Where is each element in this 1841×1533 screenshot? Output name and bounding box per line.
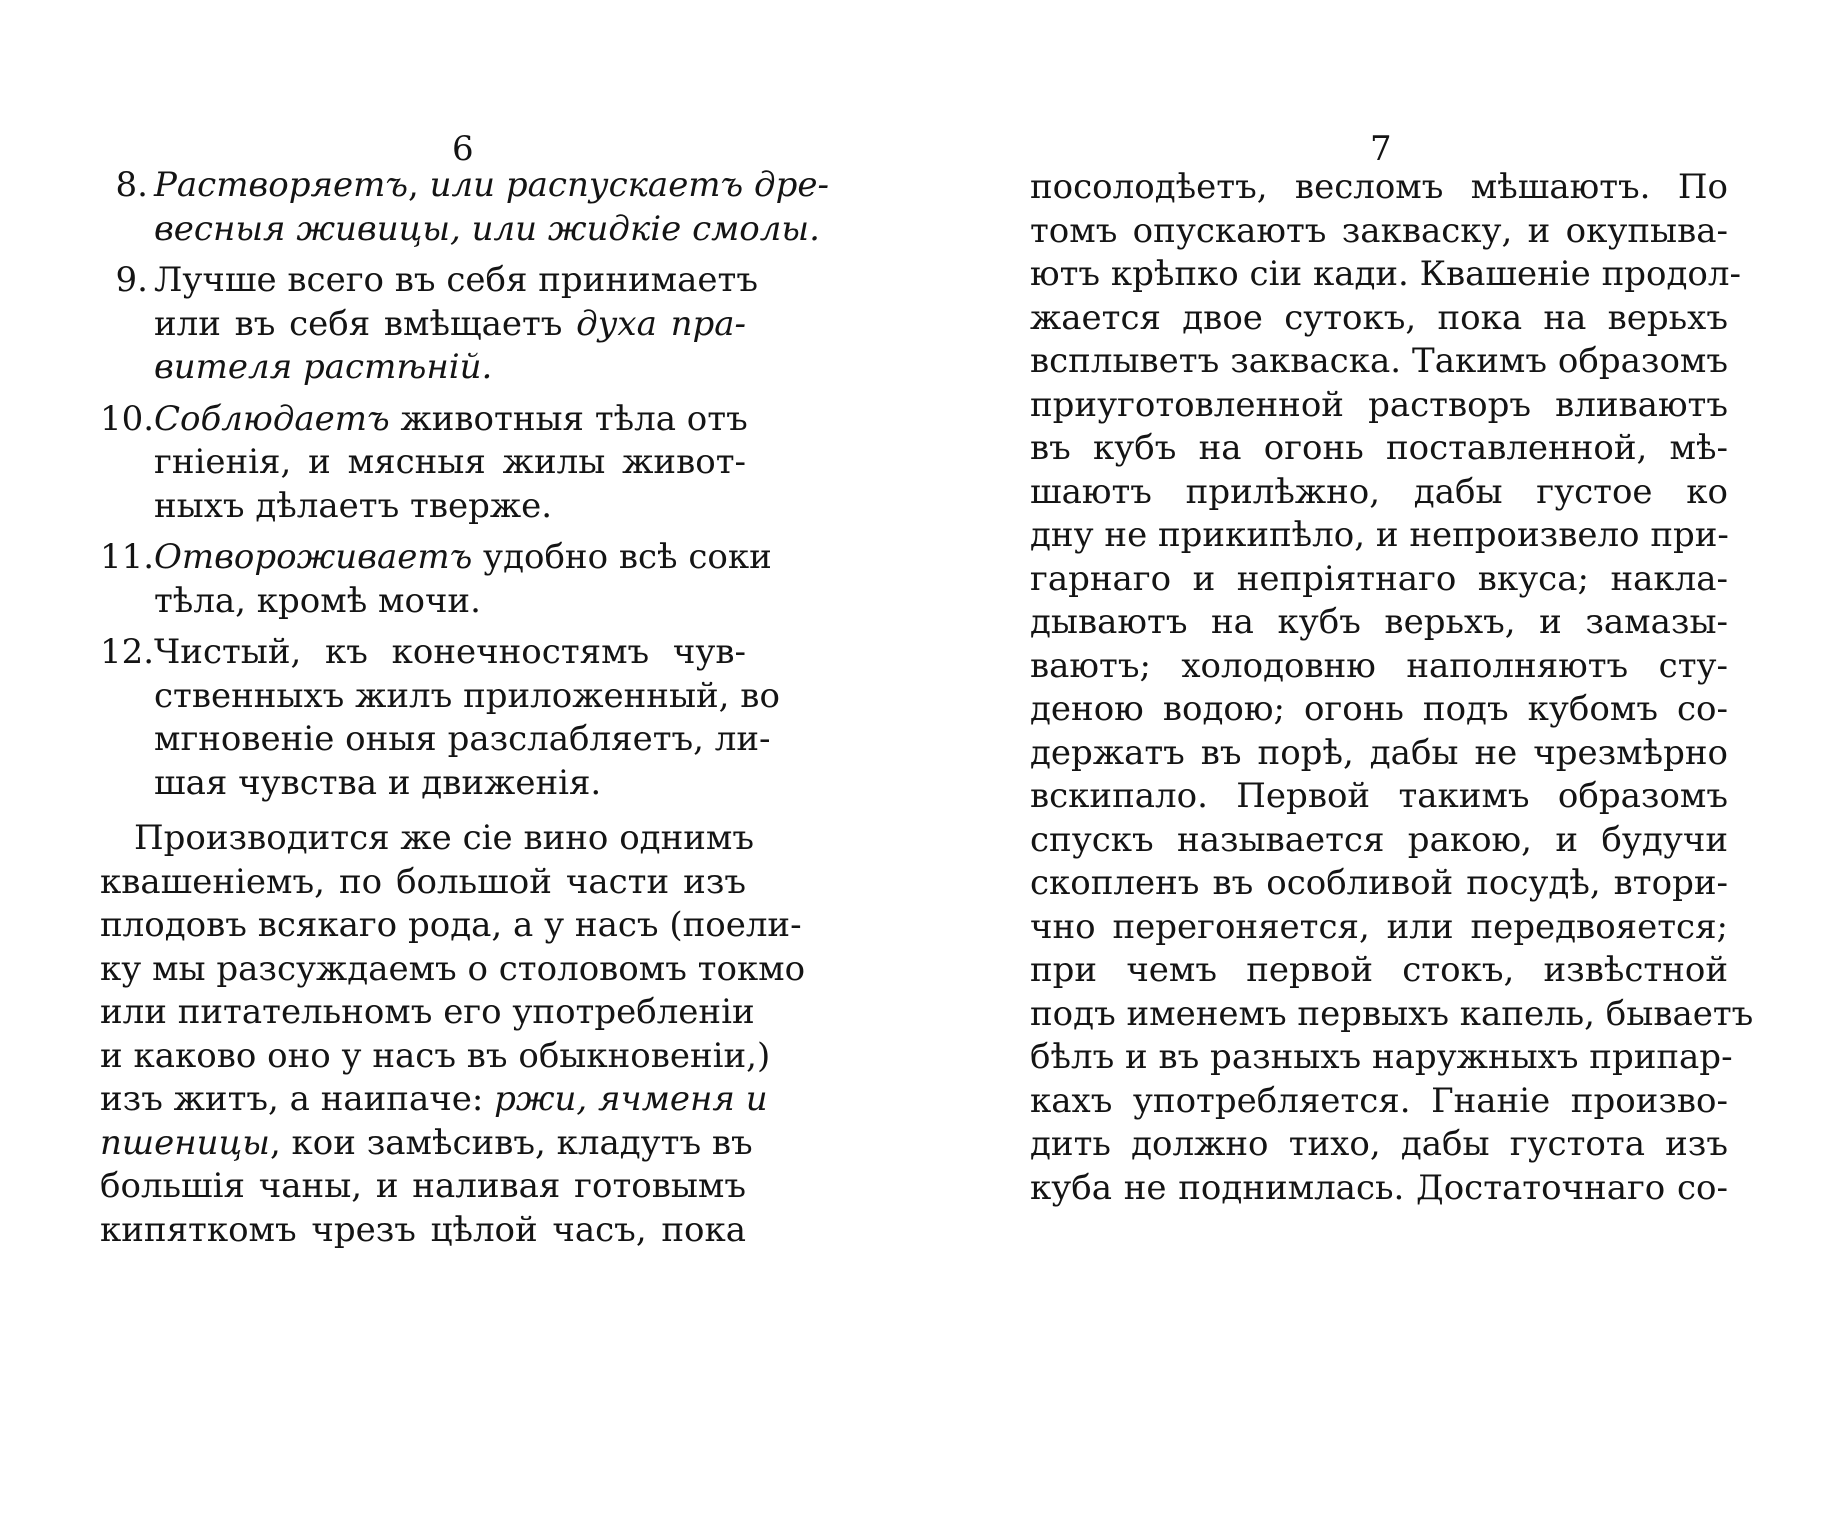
italic-text: вителя растѣнiй. [154,347,493,387]
paragraph-line [1030,863,1728,903]
italic-text: весныя живицы, или жидкiе смолы. [154,208,820,249]
text-span: жается двое сутокъ, пока на верьхъ [1030,297,1728,338]
text-span: гнiенiя, и мясныя жилы живот- [154,442,746,482]
page-number-right: 7 [1370,129,1392,169]
text-span: скопленъ въ особливой посудѣ, втори- [1030,863,1728,903]
item-line [154,442,746,482]
text-span: подъ именемъ первыхъ капель, бываетъ [1030,993,1754,1034]
text-span: или въ себя вмѣщаетъ [154,303,577,344]
paragraph-line [1030,1080,1728,1121]
text-span: или питательномъ его употребленiи [100,992,755,1032]
text-span: , [408,165,430,205]
paragraph-line [1030,1124,1728,1164]
item-line [154,580,746,621]
text-span: при чемъ первой стокъ, извѣстной [1030,950,1728,990]
text-span: ку мы разсуждаемъ о столовомъ токмо [100,948,806,989]
text-span: шаютъ прилѣжно, дабы густое ко [1030,471,1728,512]
paragraph-line [1030,645,1728,686]
paragraph-line [100,1122,753,1163]
paragraph-line [100,1209,746,1250]
paragraph-line [1030,297,1728,338]
paragraph-line [1030,558,1728,599]
text-span: дну не прикипѣло, и непроизвело при- [1030,515,1729,555]
text-span: , кои замѣсивъ, кладутъ въ [269,1122,753,1163]
paragraph-line [1030,689,1728,729]
text-span: ютъ крѣпко сiи кади. Квашенiе продол- [1030,254,1741,294]
italic-text: или распускаетъ дре- [429,165,829,205]
text-span: приуготовленной растворъ вливаютъ [1030,384,1728,425]
item-number: 10. [100,398,155,439]
text-span: животныя тѣла отъ [389,398,748,439]
paragraph-line [1030,341,1728,381]
paragraph-line [1030,602,1728,642]
paragraph-line [100,992,755,1032]
item-line [154,398,748,439]
item-line [154,347,746,387]
paragraph-line [1030,906,1728,947]
text-span: деною водою; огонь подъ кубомъ со- [1030,689,1728,729]
text-span: вскипало. Первой такимъ образомъ [1030,776,1728,816]
item-line [154,208,820,249]
text-span: ныхъ дѣлаетъ тверже. [154,485,553,526]
paragraph-line [1030,428,1728,468]
paragraph-line [1030,210,1728,251]
text-span: плодовъ всякаго рода, а у насъ (поели- [100,905,802,945]
paragraph-line [1030,167,1728,207]
text-span: Производится же сiе вино однимъ [134,818,755,858]
text-span: и каково оно у насъ въ обыкновенiи,) [100,1035,771,1076]
text-span: кахъ употребляется. Гнанiе произво- [1030,1080,1728,1121]
paragraph-line [100,1166,746,1206]
paragraph-line [100,1079,768,1119]
paragraph-line [100,948,806,989]
item-line [154,632,746,672]
paragraph-line [1030,1037,1733,1077]
text-span: мгновенiе оныя разслабляетъ, ли- [154,719,771,759]
item-number: 8. [115,165,148,205]
item-line [154,165,829,205]
text-span: большiя чаны, и наливая готовымъ [100,1166,746,1206]
text-span: бѣлъ и въ разныхъ наружныхъ припар- [1030,1037,1733,1077]
italic-text: духа пра- [576,303,746,344]
text-span: посолодѣетъ, весломъ мѣшаютъ. По [1030,167,1728,207]
paragraph-line [100,1035,771,1076]
item-line [154,762,746,803]
text-span: ственныхъ жилъ приложенный, во [154,675,780,716]
text-span: ваютъ; холодовню наполняютъ сту- [1030,645,1728,686]
text-span: чно перегоняется, или передвояется; [1030,906,1728,947]
item-line [154,260,758,300]
text-span: гарнаго и непрiятнаго вкуса; накла- [1030,558,1728,599]
item-number: 12. [100,632,155,672]
paragraph-line [1030,732,1728,773]
italic-text: Растворяетъ [154,165,408,205]
paragraph-line [1030,471,1728,512]
text-span: дить должно тихо, дабы густота изъ [1030,1124,1728,1164]
paragraph-line [1030,776,1728,816]
paragraph-line [134,818,755,858]
text-span: держатъ въ порѣ, дабы не чрезмѣрно [1030,732,1728,773]
page-number-left: 6 [452,129,474,169]
text-span: куба не поднимлась. Достаточнаго со- [1030,1167,1728,1208]
text-span: шая чувства и движенiя. [154,762,602,803]
text-span: тѣла, кромѣ мочи. [154,580,481,621]
text-span: томъ опускаютъ закваску, и окупыва- [1030,210,1728,251]
italic-text: пшеницы [100,1122,270,1163]
paragraph-line [1030,993,1754,1034]
text-span: дываютъ на кубъ верьхъ, и замазы- [1030,602,1728,642]
italic-text: ржи, ячменя и [494,1079,768,1119]
paragraph-line [1030,384,1728,425]
item-line [154,537,772,577]
item-line [154,485,746,526]
text-span: удобно всѣ соки [472,537,772,577]
text-span: квашенiемъ, по большой части изъ [100,861,746,902]
paragraph-line [1030,819,1728,860]
text-span: Чистый, къ конечностямъ чув- [154,632,746,672]
text-span: всплыветъ закваска. Такимъ образомъ [1030,341,1728,381]
item-line [154,719,771,759]
item-number: 9. [115,260,148,300]
paragraph-line [1030,515,1729,555]
paragraph-line [1030,1167,1728,1208]
text-span: спускъ называется ракою, и будучи [1030,819,1728,860]
item-line [154,675,780,716]
paragraph-line [1030,254,1741,294]
italic-text: Соблюдаетъ [154,398,390,439]
item-number: 11. [100,537,155,577]
paragraph-line [1030,950,1728,990]
text-span: кипяткомъ чрезъ цѣлой часъ, пока [100,1209,746,1250]
text-span: изъ житъ, а наипаче: [100,1079,495,1119]
text-span: Лучше всего въ себя принимаетъ [154,260,758,300]
text-span: въ кубъ на огонь поставленной, мѣ- [1030,428,1728,468]
italic-text: Отвороживаетъ [154,537,473,577]
item-line [154,303,746,344]
paragraph-line [100,905,802,945]
paragraph-line [100,861,746,902]
